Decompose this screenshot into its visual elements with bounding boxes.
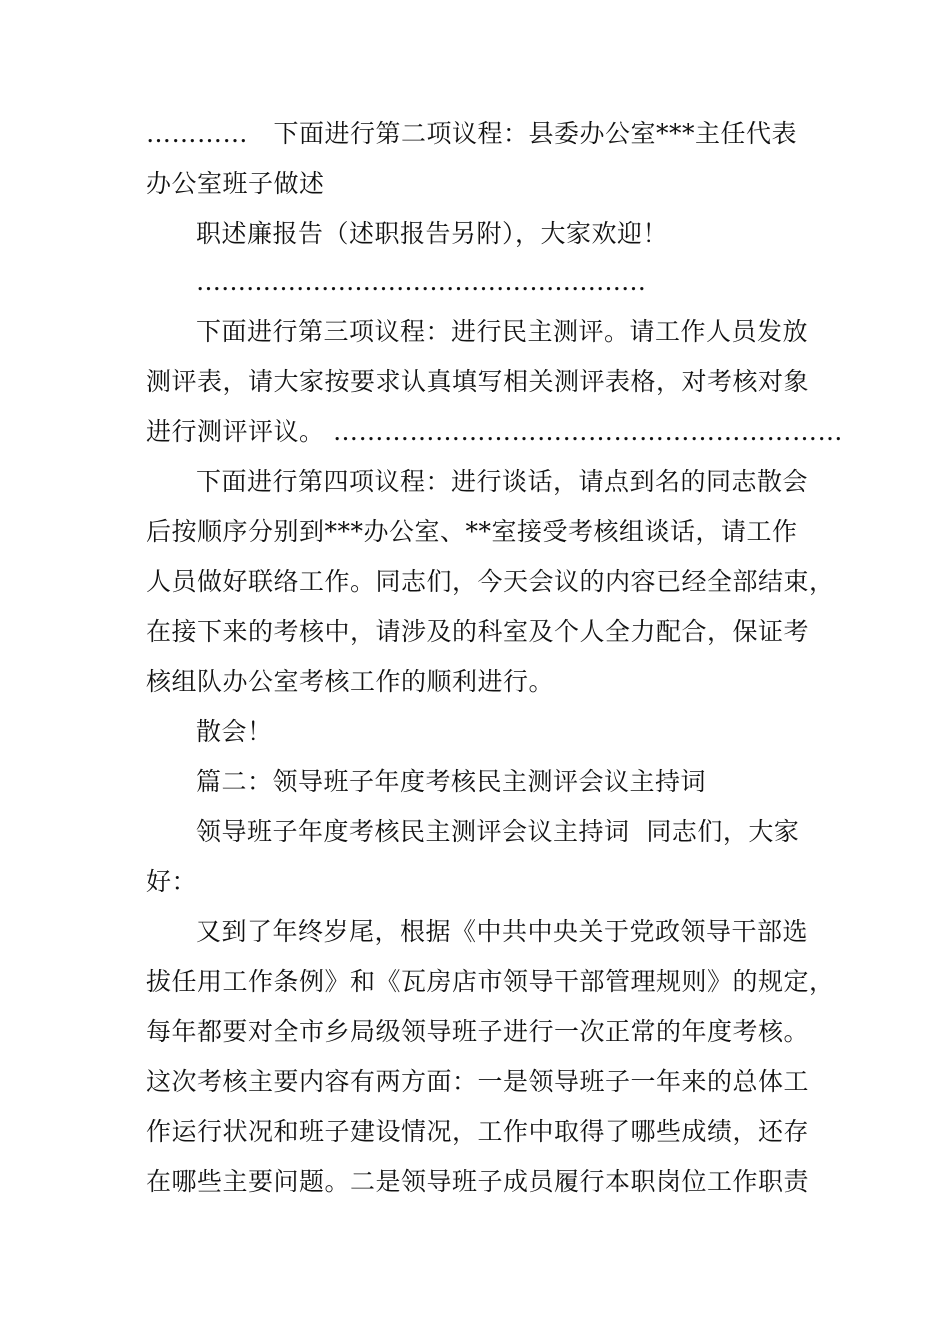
- text-line-9: 后按顺序分别到***办公室、**室接受考核组谈话，请工作: [146, 517, 798, 546]
- text-line-22: 在哪些主要问题。二是领导班子成员履行本职岗位工作职责: [146, 1167, 810, 1196]
- text-line-13: 散会！: [196, 717, 273, 746]
- text-line-18: 拔任用工作条例》和《瓦房店市领导干部管理规则》的规定，: [146, 967, 835, 996]
- text-line-16: 好：: [146, 867, 198, 896]
- text-line-2: 办公室班子做述: [146, 169, 325, 198]
- text-line-11: 在接下来的考核中，请涉及的科室及个人全力配合，保证考: [146, 617, 810, 646]
- text-line-4: ………………………………………………: [196, 267, 646, 296]
- text-line-10: 人员做好联络工作。同志们，今天会议的内容已经全部结束，: [146, 567, 835, 596]
- text-line-20: 这次考核主要内容有两方面：一是领导班子一年来的总体工: [146, 1067, 810, 1096]
- section-heading: 篇二：领导班子年度考核民主测评会议主持词: [196, 767, 707, 796]
- text-line-8: 下面进行第四项议程：进行谈话，请点到名的同志散会: [196, 467, 809, 496]
- text-line-15: 领导班子年度考核民主测评会议主持词 同志们，大家: [196, 817, 800, 846]
- text-line-3: 职述廉报告（述职报告另附），大家欢迎！: [196, 219, 669, 248]
- text-line-17: 又到了年终岁尾，根据《中共中央关于党政领导干部选: [196, 917, 809, 946]
- text-line-5: 下面进行第三项议程：进行民主测评。请工作人员发放: [196, 317, 809, 346]
- text-line-19: 每年都要对全市乡局级领导班子进行一次正常的年度考核。: [146, 1017, 810, 1046]
- text-line-6: 测评表，请大家按要求认真填写相关测评表格，对考核对象: [146, 367, 810, 396]
- text-line-12: 核组队办公室考核工作的顺利进行。: [146, 667, 555, 696]
- text-line-21: 作运行状况和班子建设情况，工作中取得了哪些成绩，还存: [146, 1117, 810, 1146]
- text-line-1: ………… 下面进行第二项议程：县委办公室***主任代表: [146, 119, 798, 148]
- text-line-7: 进行测评评议。 ……………………………………………………: [146, 417, 843, 446]
